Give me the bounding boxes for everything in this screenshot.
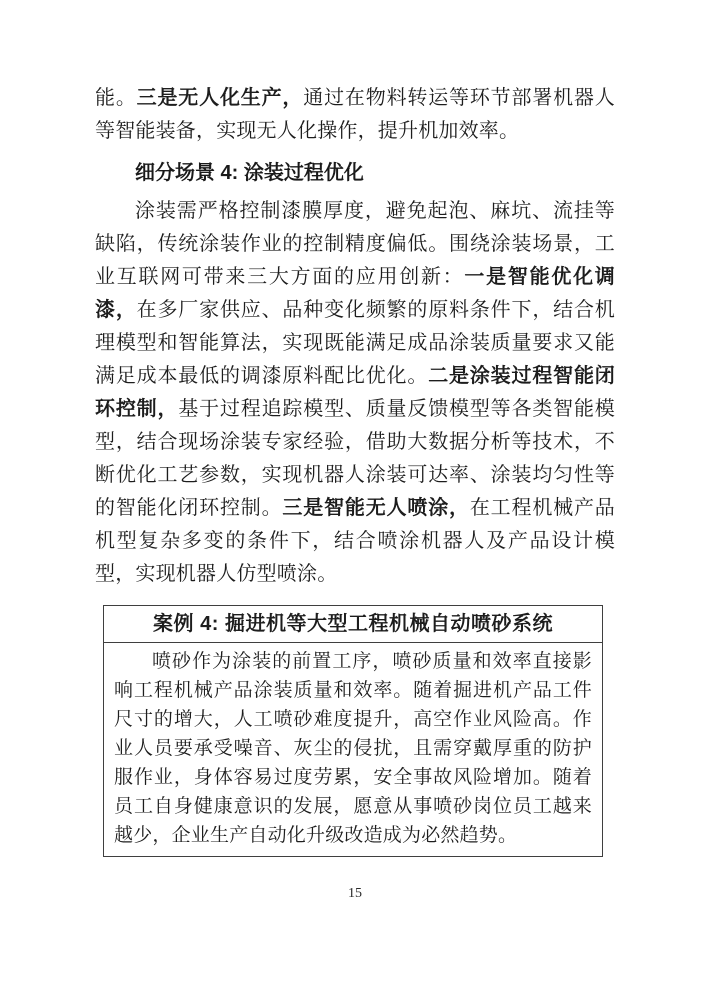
page-number: 15 [348,886,362,901]
text-run: 通过在物料转运等环节部署机器人等智能装备，实现无人化操作，提升机加效率。 [95,87,616,142]
bold-emphasis-run: 一是智能优化调漆， [95,266,616,321]
text-run: 涂装需严格控制漆膜厚度，避免起泡、麻坑、流挂等缺陷，传统涂装作业的控制精度偏低。围绕涂装场景，工业互联网可带来三大方面的应用创新： [95,200,615,288]
paragraph-main [95,195,615,591]
bold-emphasis-run: 三是智能无人喷涂， [282,497,470,519]
paragraph-continuation [95,82,615,148]
text-run: 能。 [95,87,137,109]
text-run: 在工程机械产品机型复杂多变的条件下，结合喷涂机器人及产品设计模型，实现机器人仿型喷涂。 [95,497,615,585]
bold-emphasis-run: 三是无人化生产， [136,87,304,109]
section-heading: 细分场景 4: 涂装过程优化 [135,162,364,184]
case-box-title: 案例 4: 掘进机等大型工程机械自动喷砂系统 [104,606,602,643]
case-box-body: 喷砂作为涂装的前置工序，喷砂质量和效率直接影响工程机械产品涂装质量和效率。随着掘进机产品工件尺寸的增大，人工喷砂难度提升，高空作业风险高。作业人员要承受噪音、灰尘的侵扰，且需穿戴厚重的防护服作业，身体容易过度劳累，安全事故风险增加。随着员工自身健康意识的发展，愿意从事喷砂岗位员工越来越少，企业生产自动化升级改造成为必然趋势。 [114,651,592,846]
case-study-box [103,605,603,857]
text-run: 基于过程追踪模型、质量反馈模型等各类智能模型，结合现场涂装专家经验，借助大数据分析等技术，不断优化工艺参数，实现机器人涂装可达率、涂装均匀性等的智能化闭环控制。 [95,398,615,519]
text-run: 在多厂家供应、品种变化频繁的原料条件下，结合机理模型和智能算法，实现既能满足成品涂装质量要求又能满足成本最低的调漆原料配比优化。 [95,299,615,387]
bold-emphasis-run: 二是涂装过程智能闭环控制， [95,365,615,420]
